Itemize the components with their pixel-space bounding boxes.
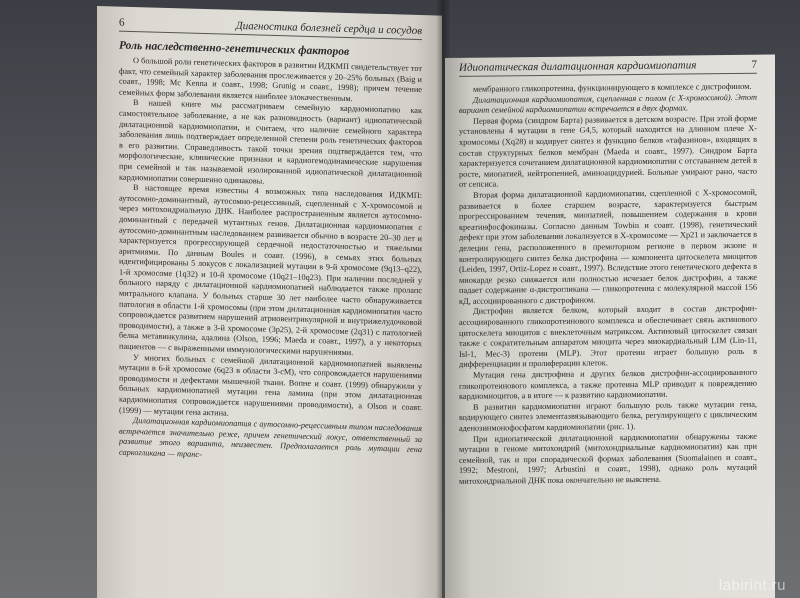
right-paragraph: Дилатационная кардиомиопатия, сцепленная с полом (с Х-хромосомой). Этот вариант семейной кардиомиопатии встречается в двух формах. — [459, 92, 757, 116]
section-title: Роль наследственно-генетических факторов — [119, 39, 350, 59]
right-page-number: 7 — [751, 58, 757, 71]
right-running-head — [459, 59, 757, 77]
right-paragraph: Вторая форма дилатационной кардиомиопатии, сцепленной с Х-хромосомой, развивается в более старшем возрасте, характеризуется быстрым прогрессированием течения, миопатией, повышением содержания в крови креатинфосфокиназы. Согласно данным Towbin и соавт. (1998), генетический дефект при этом заболевании локализуется в Х-хромосоме — Xp21 и заключается в делеции гена, расположенного в премоторном регионе в первом экзоне и контролирующего синтез белка дистрофина — компонента цитоскелета миоцитов (Leiden, 1997, Ortiz-Lopez и соавт., 1997). Вследствие этого генетического дефекта в миокарде резко снижается или полностью исчезает белок дистрофин, а также падает содержание α-дистрогликана — гликопротеина с молекулярной массой 156 кД, ассоциированного с дистрофином. — [459, 187, 757, 306]
right-paragraph: В развитии кардиомиопатии играют большую роль также мутации гена, кодирующего синтез элементазвязывающего белка, регулирующего с циклическим аденозинмонофосфатом кардиомиопатии (рис. 1). — [459, 399, 757, 433]
right-paragraph: При идиопатической дилатационной кардиомиопатии обнаружены также мутации в геноме митохондрий (митохондриальные кардиомиопатии) как при семейной, так и при спорадической формах заболевания (Suomalainen и соавт., 1992; Mestroni, 1997; Arbustini и соавт., 1998), однако роль мутаций митохондриальной ДНК пока окончательно не выяснена. — [459, 431, 757, 486]
right-paragraph: Дистрофин является белком, который входит в состав дистрофин-ассоциированного гликопротеинового комплекса и обеспечивает связь актинового цитоскелета миоцитов с внеклеточным матриксом. Актиновый цитоскелет связан также с сократительным аппаратом миоцита через миокардиальный LIM (Lin-11, Isl-1, Mec-3) протеин (MLP). Этот протеин играет большую роль в дифференциации и пролиферации клеток. — [459, 304, 757, 370]
watermark: labirint.ru — [718, 577, 786, 594]
left-paragraph: В настоящее время известны 4 возможных типа наследования ИДКМП: аутосомно-доминантный, аутосомно-рецессивный, сцепленный с Х-хромосомой и через митохондриальную ДНК. Наиболее распространенным является аутосомно-доминантный с передачей мутантных генов. Дилатационная кардиомиопатия с аутосомно-доминантным наследованием развивается обычно в возрасте 20–30 лет и характеризуется прогрессирующей сердечной недостаточностью и тяжелыми аритмиями. По данным Boules и соавт. (1996), в семьях этих больных идентифицированы 5 локусов с локализацией мутации в 9-й хромосоме (9q13–q22), 1-й хромосоме (1q32) и 10-й хромосоме (10q21–10q23). При наличии последней у больного наряду с дилатационной кардиомиопатией наблюдается также пролапс митрального клапана. У больных старше 30 лет наиболее часто обнаруживается патология в области 1-й хромосомы (при этом дилатационная кардиомиопатия часто сопровождается развитием нарушений атриовентрикулярной и внутрижелудочковой проводимости), а также в 3-й хромосоме (3p25), 2-й хромосоме (2q31) с патологией белка метавинкулина, адалина (Olson, 1996; Maeda и соавт., 1997), а у некоторых пациентов — с выраженными иммунологическими нарушениями. — [119, 183, 422, 358]
left-running-head — [119, 17, 422, 40]
right-paragraph: мембранного гликопротеина, функционирующего в комплексе с дистрофином. — [473, 81, 752, 94]
left-paragraph: В нашей книге мы рассматриваем семейную кардиомиопатию как самостоятельное заболевание, а не как разновидность (вариант) идиопатической дилатационной кардиомиопатии, и считаем, что наличие семейного характера заболевания лишь подтверждает определенной степени роль генетических факторов в его развитии. Справедливость такой точки зрения подтверждается тем, что морфологические, клинические признаки и кардиогемодинамические нарушения при семейной и так называемой изолированной идиопатической дилатационной кардиомиопатии совершенно одинаковы. — [119, 98, 422, 186]
left-paragraph: У многих больных с семейной дилатационной кардиомиопатией выявлены мутации в 6-й хромосоме (6q23 в области 3-cM), что сопровождается нарушениями проводимости и дефектами мышечной ткани. Вопне и соавт. (1999) обнаружили у больных кардиомиопатией мутации гена ламина (при этом дилатационная кардиомиопатия сопровождается нарушениями проводимости), а Olson и соавт. (1999) — мутации гена актина. — [119, 352, 422, 418]
right-paragraph: Первая форма (синдром Барта) развивается в детском возрасте. При этой форме установлены 4 мутации в гене G4,5, который находится на длинном плече Х-хромосомы (Xq28) и кодирует синтез и функцию белков «тафазинов», входящих в состав структурных белков мембран (Maeda и соавт., 1997). Синдром Барта характеризуется сочетанием дилатационной кардиомиопатии с отставанием детей в росте, миопатией, нейтропенией, аминоацидурией. Больные умирают рано, часто от сепсиса. — [459, 113, 757, 190]
left-page — [97, 6, 442, 598]
left-paragraph: О большой роли генетических факторов в развитии ИДКМП свидетельствует тот факт, что семейный характер заболевания прослеживается у 20–25% больных (Baig и соавт., 1998; Mc Kenna и соавт., 1998; Grunig и соавт., 1998); причем течение семейных форм заболевания является наиболее злокачественным. — [119, 56, 422, 103]
right-running-head-title: Идиопатическая дилатационная кардиомиопатия — [459, 59, 697, 74]
left-running-head-title: Диагностика болезней сердца и сосудов — [235, 19, 422, 38]
right-paragraph: Мутация гена дистрофина и других белков дистрофин-ассоциированного гликопротеинового комплекса, а также протеина MLP приводит к повреждению кардиомиоцитов, а в итоге — к развитию кардиомиопатии. — [459, 367, 757, 402]
right-page — [445, 55, 775, 598]
left-paragraph: Дилатационная кардиомиопатия с аутосомно-рецессивным типом наследования встречается значительно реже, причем генетический локус, ответственный за развитие этого варианта, неизвестен. Предполагается роль мутации гена саркогликана — транс- — [119, 416, 422, 459]
left-page-number: 6 — [119, 16, 125, 29]
